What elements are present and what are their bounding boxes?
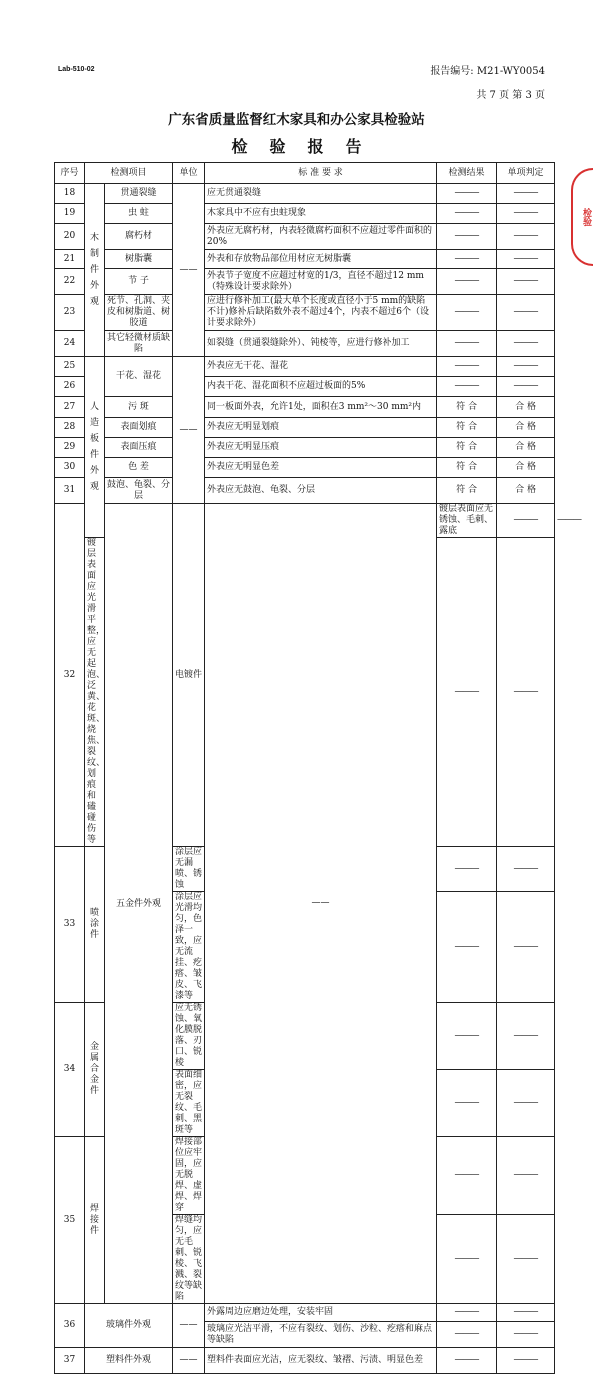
seq-cell: 22: [55, 269, 85, 295]
table-row: [55, 418, 555, 438]
result-cell: ———: [437, 204, 497, 224]
result-cell: 符 合: [437, 478, 497, 504]
result-cell: ———: [437, 295, 497, 331]
standard-cell: 外表和存放物品部位用材应无树脂囊: [205, 250, 437, 269]
standard-cell: 内表干花、湿花面积不应超过板面的5%: [205, 377, 437, 397]
seq-cell: 32: [55, 504, 85, 847]
judge-cell: ———: [497, 1070, 555, 1137]
item-cell: 鼓泡、龟裂、分层: [105, 478, 173, 504]
seq-cell: 34: [55, 1003, 85, 1137]
judge-cell: 合 格: [497, 397, 555, 418]
table-row: [55, 397, 555, 418]
result-cell: ———: [497, 504, 555, 538]
seq-cell: 24: [55, 331, 85, 357]
table-header-row: [55, 163, 555, 184]
result-cell: ———: [437, 1215, 497, 1304]
header-result: 检测结果: [437, 163, 497, 184]
judge-cell: ———: [497, 1304, 555, 1322]
result-cell: ———: [437, 892, 497, 1003]
inspection-table: [54, 162, 582, 1374]
table-row: [55, 331, 555, 357]
item-cell: 贯通裂缝: [105, 184, 173, 204]
group-board: 人造板件外观: [85, 357, 105, 538]
report-title: 检验报告: [231, 137, 384, 156]
seq-cell: 37: [55, 1348, 85, 1374]
result-cell: ———: [437, 331, 497, 357]
item-cell: 表面划痕: [105, 418, 173, 438]
item-cell: 塑料件外观: [85, 1348, 173, 1374]
table-row: 32 五金件外观 电镀件 —— 镀层表面应无锈蚀、毛刺、露底 ——— ———: [55, 504, 555, 538]
result-cell: ———: [437, 1322, 497, 1348]
item-cell: 玻璃件外观: [85, 1304, 173, 1348]
standard-cell: 焊接部位应牢固，应无脱焊、虚焊、焊穿: [173, 1137, 205, 1215]
judge-cell: ———: [497, 847, 555, 892]
standard-cell: 应无贯通裂缝: [205, 184, 437, 204]
result-cell: ———: [437, 357, 497, 377]
header-item: 检测项目: [85, 163, 173, 184]
result-cell: ———: [437, 847, 497, 892]
standard-cell: 镀层表面应光滑平整，应无起泡、泛黄、花斑、烧焦、裂纹、划痕和磕碰伤等: [85, 538, 105, 847]
result-cell: ———: [437, 377, 497, 397]
standard-cell: 外露周边应磨边处理，安装牢固: [205, 1304, 437, 1322]
unit-cell: ——: [173, 357, 205, 504]
item-cell: 喷涂件: [85, 847, 105, 1003]
standard-cell: 外表应无鼓泡、龟裂、分层: [205, 478, 437, 504]
result-cell: ———: [437, 224, 497, 250]
judge-cell: 合 格: [497, 418, 555, 438]
judge-cell: 合 格: [497, 458, 555, 478]
standard-cell: 玻璃应光洁平滑，不应有裂纹、划伤、沙粒、疙瘩和麻点等缺陷: [205, 1322, 437, 1348]
table-row: [55, 357, 555, 377]
lab-code: Lab-510-02: [58, 66, 95, 73]
item-cell: 腐朽材: [105, 224, 173, 250]
seq-cell: 33: [55, 847, 85, 1003]
item-cell: 色 差: [105, 458, 173, 478]
standard-cell: 外表应无明显色差: [205, 458, 437, 478]
item-cell: 树脂囊: [105, 250, 173, 269]
standard-cell: 外表应无腐朽材，内表轻微腐朽面积不应超过零件面积的20%: [205, 224, 437, 250]
judge-cell: ———: [497, 250, 555, 269]
standard-cell: 表面细密，应无裂纹、毛刺、黑斑等: [173, 1070, 205, 1137]
item-cell: 金属合金件: [85, 1003, 105, 1137]
standard-cell: 镀层表面应无锈蚀、毛刺、露底: [437, 504, 497, 538]
table-row: [55, 224, 555, 250]
table-row: [55, 458, 555, 478]
judge-cell: 合 格: [497, 478, 555, 504]
judge-cell: ———: [497, 538, 555, 847]
table-row: [55, 295, 555, 331]
unit-cell: ——: [173, 184, 205, 357]
standard-cell: 外表节子宽度不应超过材宽的1/3，直径不超过12 mm（特殊设计要求除外）: [205, 269, 437, 295]
result-cell: ———: [437, 1348, 497, 1374]
judge-cell: 合 格: [497, 438, 555, 458]
judge-cell: ———: [497, 377, 555, 397]
item-cell: 表面压痕: [105, 438, 173, 458]
standard-cell: 应进行修补加工(最大单个长度或直径小于5 mm的缺陷不计)修补后缺陷数外表不超过4个，内表不超过6个（设计要求除外）: [205, 295, 437, 331]
standard-cell: 涂层应无漏喷、锈蚀: [173, 847, 205, 892]
official-seal-stamp: 检验: [571, 168, 593, 266]
judge-cell: ———: [497, 331, 555, 357]
seq-cell: 27: [55, 397, 85, 418]
result-cell: 符 合: [437, 397, 497, 418]
table-row: [55, 184, 555, 204]
standard-cell: 木家具中不应有虫蛀现象: [205, 204, 437, 224]
standard-cell: 同一板面外表，允许1处，面积在3 mm²～30 mm²内: [205, 397, 437, 418]
table-row: [55, 250, 555, 269]
seq-cell: 35: [55, 1137, 85, 1304]
result-cell: ———: [437, 1304, 497, 1322]
seq-cell: 23: [55, 295, 85, 331]
report-number: 报告编号: M21-WY0054: [430, 66, 545, 77]
seq-cell: 18: [55, 184, 85, 204]
judge-cell: ———: [497, 184, 555, 204]
item-cell: 电镀件: [173, 504, 205, 847]
table-row: [55, 438, 555, 458]
standard-cell: 外表应无干花、湿花: [205, 357, 437, 377]
judge-cell: ———: [497, 357, 555, 377]
judge-cell: ———: [497, 269, 555, 295]
seq-cell: 28: [55, 418, 85, 438]
standard-cell: 外表应无明显压痕: [205, 438, 437, 458]
table-row: [55, 269, 555, 295]
result-cell: ———: [437, 1137, 497, 1215]
group-metal: 五金件外观: [105, 504, 173, 1304]
result-cell: ———: [437, 1003, 497, 1070]
header-judge: 单项判定: [497, 163, 555, 184]
judge-cell: ———: [497, 295, 555, 331]
judge-cell: ———: [497, 1322, 555, 1348]
item-cell: 干花、湿花: [105, 357, 173, 397]
standard-cell: 焊缝均匀，应无毛刺、锐棱、飞溅、裂纹等缺陷: [173, 1215, 205, 1304]
result-cell: ———: [437, 184, 497, 204]
standard-cell: 如裂缝（贯通裂缝除外）、钝棱等，应进行修补加工: [205, 331, 437, 357]
result-cell: ———: [437, 269, 497, 295]
standard-cell: 应无锈蚀、氧化膜脱落、刃口、锐棱: [173, 1003, 205, 1070]
header-seq: 序号: [55, 163, 85, 184]
standard-cell: 塑料件表面应光洁，应无裂纹、皱褶、污渍、明显色差: [205, 1348, 437, 1374]
result-cell: 符 合: [437, 418, 497, 438]
judge-cell: ———: [497, 1215, 555, 1304]
organization-title: 广东省质量监督红木家具和办公家具检验站: [168, 112, 425, 128]
header-standard: 标 准 要 求: [205, 163, 437, 184]
judge-cell: ———: [497, 224, 555, 250]
seq-cell: 31: [55, 478, 85, 504]
seq-cell: 21: [55, 250, 85, 269]
standard-cell: 涂层应光滑均匀，色泽一致，应无流挂、疙瘩、皱皮、飞漆等: [173, 892, 205, 1003]
seq-cell: 20: [55, 224, 85, 250]
result-cell: ———: [437, 250, 497, 269]
unit-cell: ——: [173, 1304, 205, 1348]
judge-cell: ———: [497, 204, 555, 224]
item-cell: 焊接件: [85, 1137, 105, 1304]
table-row: [55, 478, 555, 504]
seq-cell: 25: [55, 357, 85, 377]
page-info: 共 7 页 第 3 页: [476, 90, 545, 101]
judge-cell: ———: [497, 1348, 555, 1374]
header-unit: 单位: [173, 163, 205, 184]
table-row: [55, 1304, 555, 1322]
result-cell: ———: [437, 538, 497, 847]
item-cell: 其它轻微材质缺陷: [105, 331, 173, 357]
unit-cell: ——: [205, 504, 437, 1304]
seq-cell: 36: [55, 1304, 85, 1348]
unit-cell: ——: [173, 1348, 205, 1374]
judge-cell: ———: [497, 1003, 555, 1070]
seq-cell: 29: [55, 438, 85, 458]
table-row: [55, 204, 555, 224]
table-row: [55, 1348, 555, 1374]
item-cell: 节 子: [105, 269, 173, 295]
item-cell: 虫 蛀: [105, 204, 173, 224]
seq-cell: 19: [55, 204, 85, 224]
judge-cell: ———: [497, 892, 555, 1003]
item-cell: 死节、孔洞、夹皮和树脂道、树胶道: [105, 295, 173, 331]
result-cell: 符 合: [437, 438, 497, 458]
judge-cell: ———: [497, 1137, 555, 1215]
item-cell: 污 斑: [105, 397, 173, 418]
seq-cell: 26: [55, 377, 85, 397]
seq-cell: 30: [55, 458, 85, 478]
standard-cell: 外表应无明显划痕: [205, 418, 437, 438]
result-cell: 符 合: [437, 458, 497, 478]
result-cell: ———: [437, 1070, 497, 1137]
group-wood: 木制件外观: [85, 184, 105, 357]
